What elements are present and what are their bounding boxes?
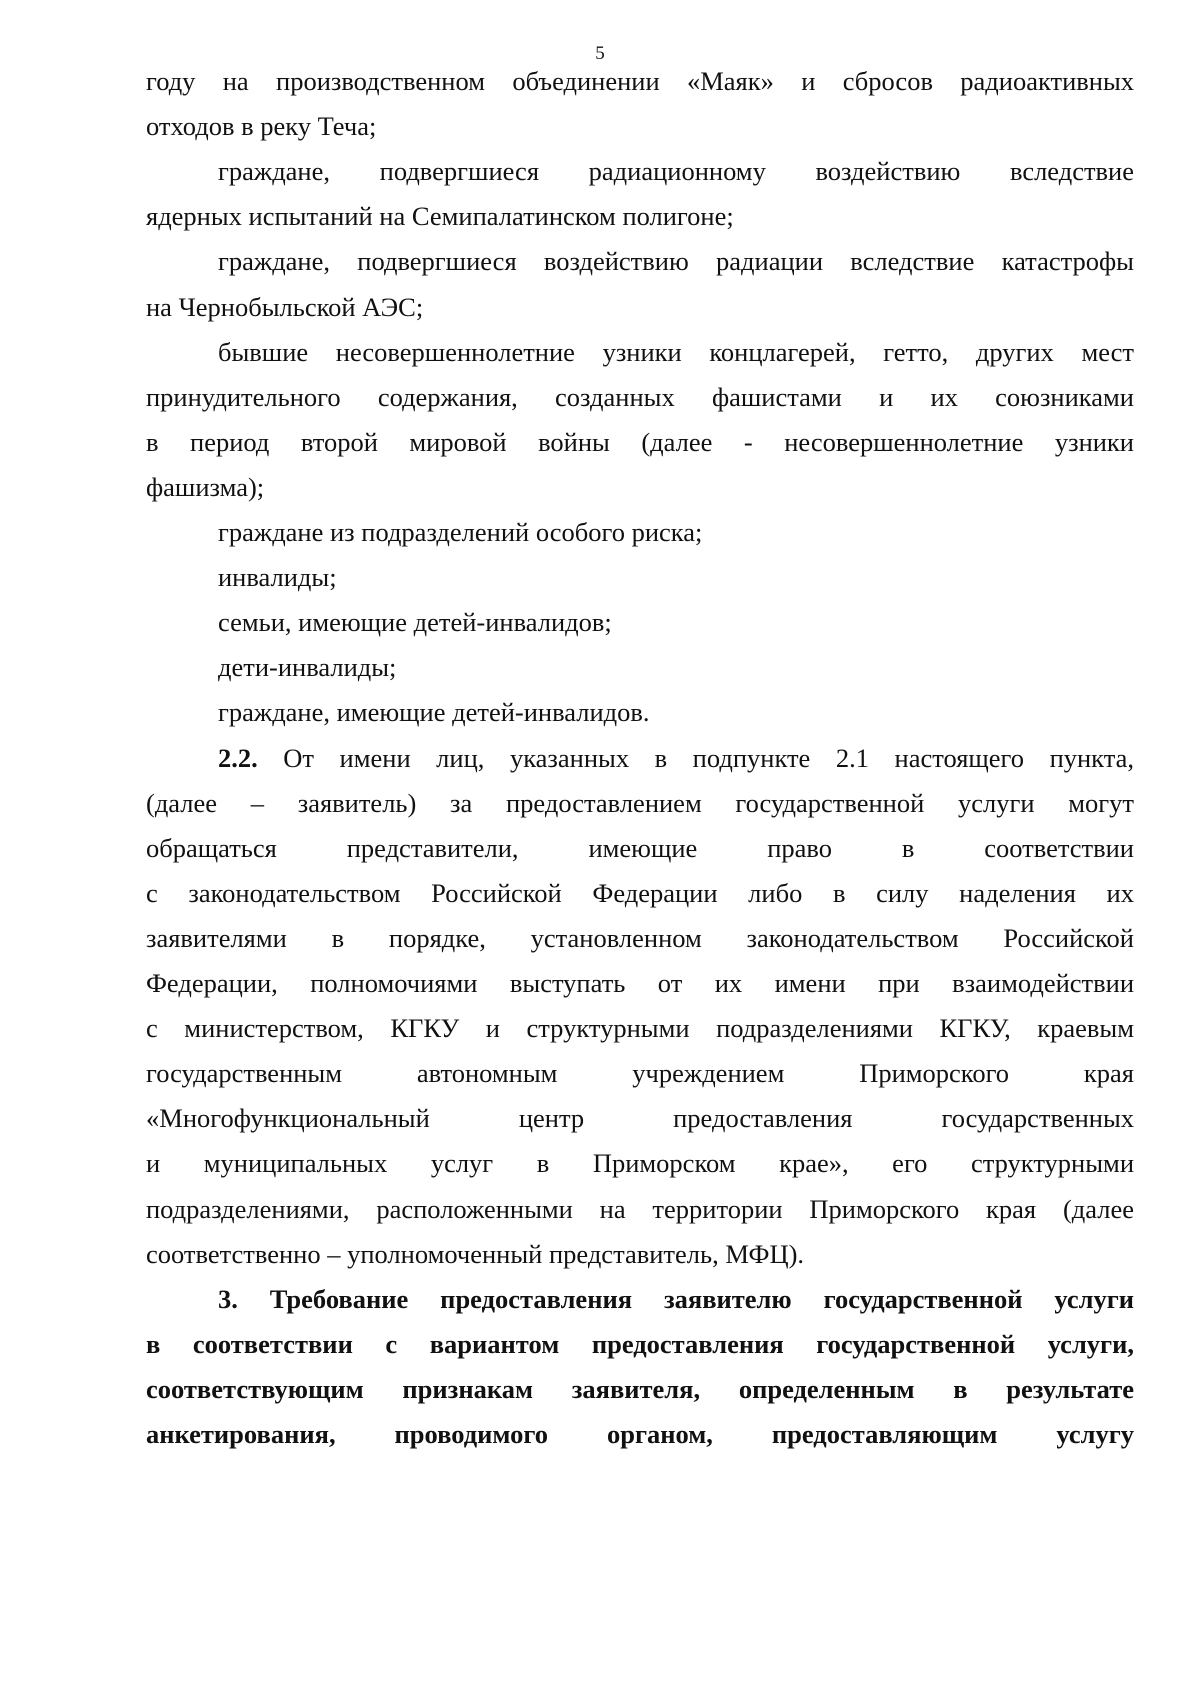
text-line: с законодательством Российской Федерации либо в силу наделения их (146, 877, 1134, 908)
section-heading-line: соответствующим признакам заявителя, определенным в результате (146, 1373, 1134, 1404)
text-line: обращаться представители, имеющие право в соответствии (146, 832, 1134, 863)
text-line: году на производственном объединении «Маяк» и сбросов радиоактивных (146, 66, 1134, 96)
section-heading-line: в соответствии с вариантом предоставления государственной услуги, (146, 1328, 1134, 1359)
text-line: соответственно – уполномоченный представитель, МФЦ). (146, 1238, 805, 1269)
text-line: бывшие несовершеннолетние узники концлагерей, гетто, других мест (218, 336, 1134, 367)
text-line: с министерством, КГКУ и структурными подразделениями КГКУ, краевым (146, 1013, 1134, 1044)
text-line: ядерных испытаний на Семипалатинском полигоне; (146, 201, 734, 232)
text-line: фашизма); (146, 471, 265, 502)
page-number: 5 (595, 43, 605, 64)
text-line: Федерации, полномочиями выступать от их имени при взаимодействии (146, 968, 1134, 998)
text-line: заявителями в порядке, установленном законодательством Российской (146, 922, 1134, 953)
section-heading-line: 3. Требование предоставления заявителю государственной услуги (218, 1283, 1134, 1314)
clause-number: 2.2. (218, 742, 258, 773)
text-line: «Многофункциональный центр предоставления государственных (146, 1103, 1134, 1134)
text-line: (далее – заявитель) за предоставлением государственной услуги могут (146, 787, 1134, 818)
text-line: граждане из подразделений особого риска; (218, 517, 703, 547)
text-line: граждане, подвергшиеся радиационному воздействию вследствие (218, 156, 1134, 187)
text-line: государственным автономным учреждением Приморского края (146, 1058, 1134, 1089)
text-line: в период второй мировой войны (далее - несовершеннолетние узники (146, 426, 1134, 457)
text-line: инвалиды; (218, 562, 337, 593)
text-line: на Чернобыльской АЭС; (146, 291, 424, 322)
text-line: дети-инвалиды; (218, 652, 397, 683)
text-line (218, 734, 1134, 783)
text-line: принудительного содержания, созданных фашистами и их союзниками (146, 381, 1134, 412)
text-line: граждане, подвергшиеся воздействию радиации вследствие катастрофы (218, 246, 1134, 277)
text-line: семьи, имеющие детей-инвалидов; (218, 607, 612, 638)
section-heading-line: анкетирования, проводимого органом, предоставляющим услугу (146, 1419, 1134, 1449)
text-line: граждане, имеющие детей-инвалидов. (218, 697, 650, 728)
text-line: и муниципальных услуг в Приморском крае», его структурными (146, 1148, 1134, 1179)
text-line: подразделениями, расположенными на территории Приморского края (далее (146, 1193, 1134, 1224)
text-line: отходов в реку Теча; (146, 111, 377, 142)
clause-text: От имени лиц, указанных в подпункте 2.1 настоящего пункта, (257, 742, 1134, 773)
